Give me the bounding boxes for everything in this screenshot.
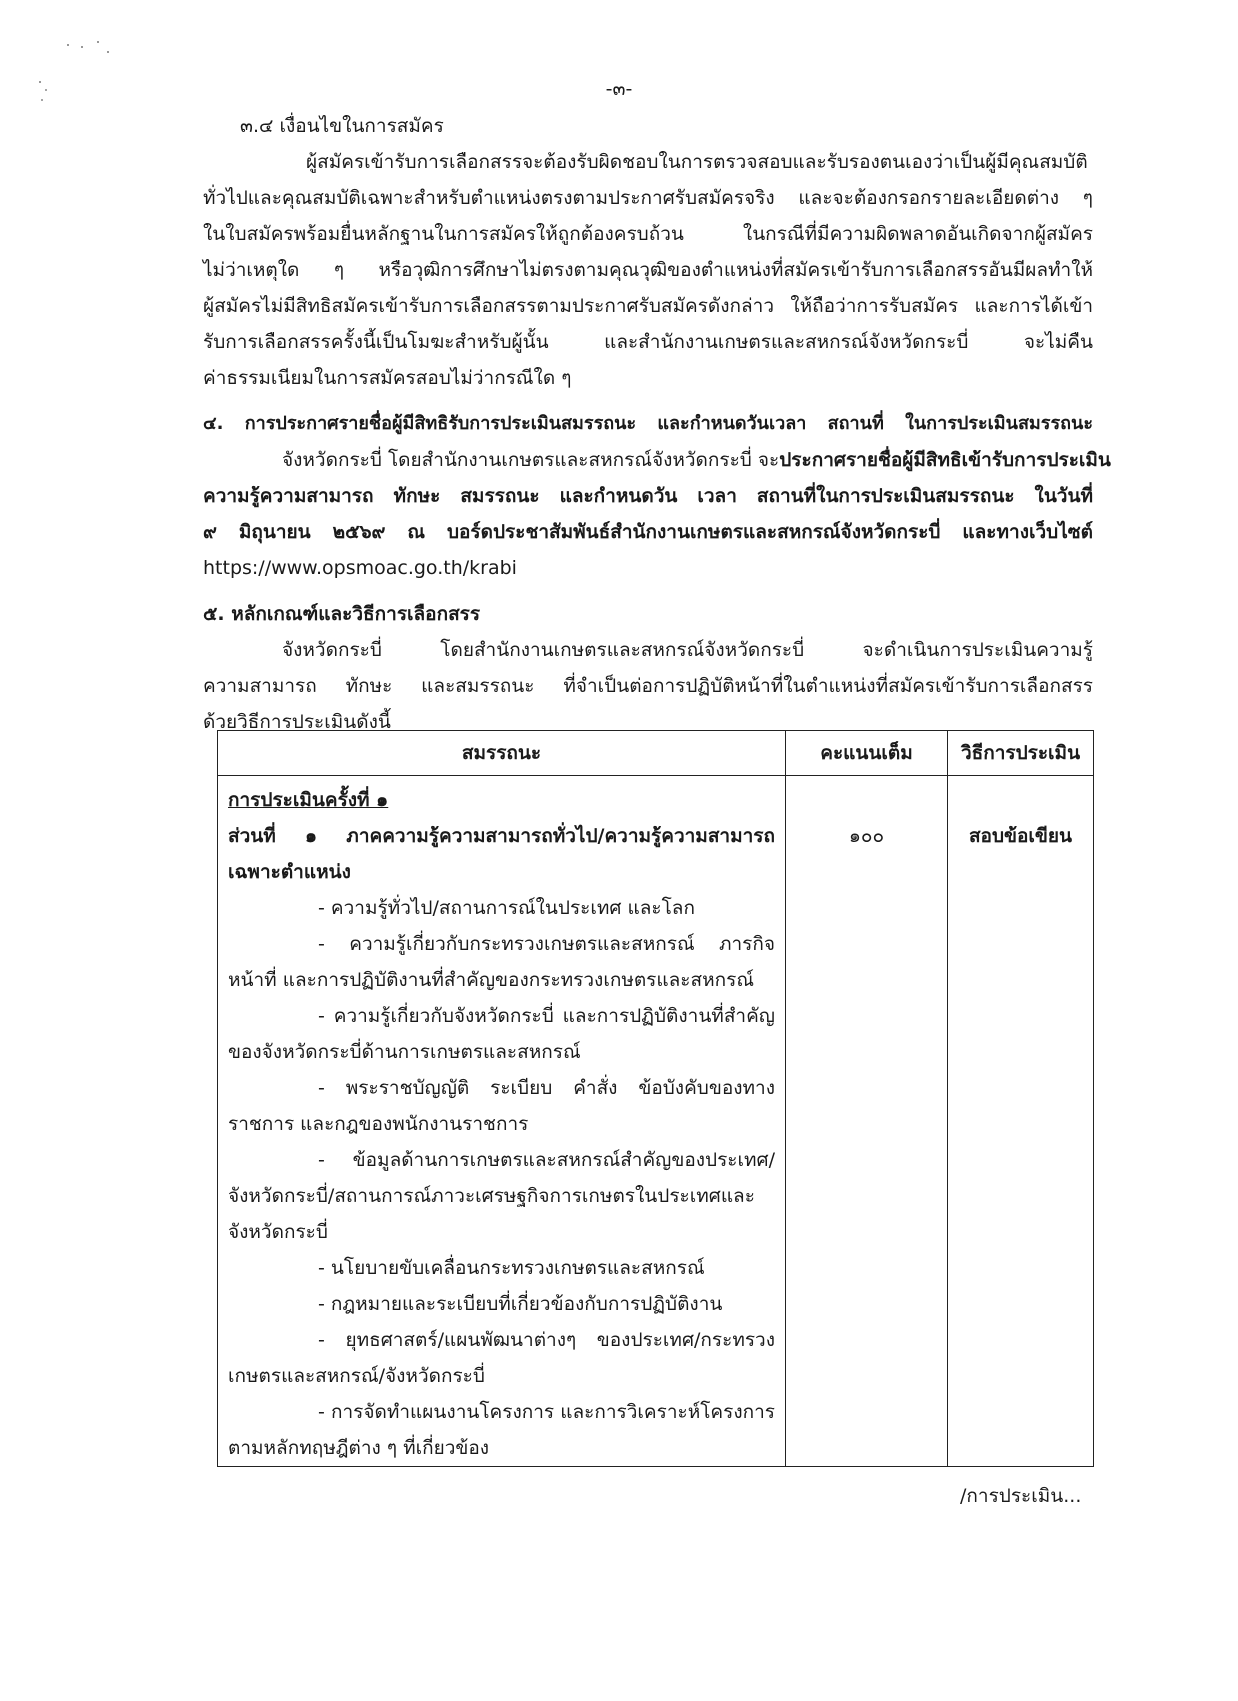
- paragraph-line: ไม่ว่าเหตุใด ๆ หรือวุฒิการศึกษาไม่ตรงตามคุณวุฒิของตำแหน่งที่สมัครเข้ารับการเลือกสรรอันมีผลทำให้: [203, 259, 1093, 281]
- section-heading: ๓.๔ เงื่อนไขในการสมัคร: [240, 115, 444, 137]
- announcement-bold-text: ประกาศรายชื่อผู้มีสิทธิเข้ารับการประเมิน: [779, 449, 1111, 471]
- paragraph-line: ด้วยวิธีการประเมินดังนี้: [203, 711, 391, 733]
- round-label: การประเมินครั้งที่ ๑: [228, 789, 389, 811]
- list-item: - ความรู้เกี่ยวกับกระทรวงเกษตรและสหกรณ์ ภารกิจ: [318, 933, 775, 955]
- part-label: เฉพาะตำแหน่ง: [228, 861, 351, 883]
- list-item: - นโยบายขับเคลื่อนกระทรวงเกษตรและสหกรณ์: [318, 1257, 705, 1279]
- list-item-continuation: จังหวัดกระบี่/สถานการณ์ภาวะเศรษฐกิจการเกษตรในประเทศและ: [228, 1185, 755, 1207]
- paragraph-line: ผู้สมัครเข้ารับการเลือกสรรจะต้องรับผิดชอบในการตรวจสอบและรับรองตนเองว่าเป็นผู้มีคุณสมบัติ: [306, 151, 1088, 173]
- method-value: สอบข้อเขียน: [968, 825, 1073, 847]
- list-item-continuation: ของจังหวัดกระบี่ด้านการเกษตรและสหกรณ์: [228, 1041, 581, 1063]
- paragraph-line: [282, 442, 1111, 478]
- list-item: - การจัดทำแผนงานโครงการ และการวิเคราะห์โครงการ: [318, 1401, 775, 1423]
- list-item: - ความรู้ทั่วไป/สถานการณ์ในประเทศ และโลก: [318, 897, 695, 919]
- table-row: [218, 776, 1094, 1467]
- table-header-row: [218, 731, 1094, 776]
- paragraph-line: ทั่วไปและคุณสมบัติเฉพาะสำหรับตำแหน่งตรงตามประกาศรับสมัครจริง และจะต้องกรอกรายละเอียดต่าง ๆ: [203, 187, 1093, 209]
- paragraph-line: ความสามารถ ทักษะ และสมรรถนะ ที่จำเป็นต่อการปฏิบัติหน้าที่ในตำแหน่งที่สมัครเข้ารับการเลือกสรร: [203, 675, 1093, 697]
- full-score-cell: [786, 776, 948, 1467]
- list-item: - ข้อมูลด้านการเกษตรและสหกรณ์สำคัญของประเทศ/: [318, 1149, 775, 1171]
- paragraph-line: ความรู้ความสามารถ ทักษะ สมรรถนะ และกำหนดวัน เวลา สถานที่ในการประเมินสมรรถนะ ในวันที่: [203, 485, 1093, 507]
- list-item: - พระราชบัญญัติ ระเบียบ คำสั่ง ข้อบังคับของทาง: [318, 1077, 775, 1099]
- paragraph-line: จังหวัดกระบี่ โดยสำนักงานเกษตรและสหกรณ์จังหวัดกระบี่ จะดำเนินการประเมินความรู้: [282, 639, 1093, 661]
- section-heading: ๔. การประกาศรายชื่อผู้มีสิทธิรับการประเมินสมรรถนะ และกำหนดวันเวลา สถานที่ ในการประเมินสมรรถนะ: [203, 413, 1093, 434]
- list-item: - ยุทธศาสตร์/แผนพัฒนาต่างๆ ของประเทศ/กระทรวง: [318, 1329, 775, 1351]
- announcement-text: จังหวัดกระบี่ โดยสำนักงานเกษตรและสหกรณ์จังหวัดกระบี่ จะ: [282, 449, 780, 471]
- list-item-continuation: เกษตรและสหกรณ์/จังหวัดกระบี่: [228, 1365, 485, 1387]
- paragraph-line: ผู้สมัครไม่มีสิทธิสมัครเข้ารับการเลือกสรรตามประกาศรับสมัครดังกล่าว ให้ถือว่าการรับสมัคร และการได้เข้า: [203, 295, 1093, 317]
- competency-cell: [218, 776, 786, 1467]
- paragraph-line: ๙ มิถุนายน ๒๕๖๙ ณ บอร์ดประชาสัมพันธ์สำนักงานเกษตรและสหกรณ์จังหวัดกระบี่ และทางเว็บไซต์: [203, 521, 1093, 543]
- paragraph-line: ค่าธรรมเนียมในการสมัครสอบไม่ว่ากรณีใด ๆ: [203, 367, 572, 389]
- method-cell: [948, 776, 1094, 1467]
- header-full-score: คะแนนเต็ม: [786, 731, 948, 776]
- full-score-value: ๑๐๐: [848, 825, 885, 847]
- header-competency: สมรรถนะ: [218, 731, 786, 776]
- list-item: - กฎหมายและระเบียบที่เกี่ยวข้องกับการปฏิบัติงาน: [318, 1293, 723, 1315]
- continuation-note: /การประเมิน...: [960, 1485, 1082, 1507]
- part-label: ส่วนที่ ๑ ภาคความรู้ความสามารถทั่วไป/ความรู้ความสามารถ: [228, 825, 775, 847]
- page-number: -๓-: [605, 78, 633, 100]
- header-method: วิธีการประเมิน: [948, 731, 1094, 776]
- list-item: - ความรู้เกี่ยวกับจังหวัดกระบี่ และการปฏิบัติงานที่สำคัญ: [318, 1005, 775, 1027]
- list-item-continuation: จังหวัดกระบี่: [228, 1221, 328, 1243]
- paragraph-line: ในใบสมัครพร้อมยื่นหลักฐานในการสมัครให้ถูกต้องครบถ้วน ในกรณีที่มีความผิดพลาดอันเกิดจากผู้สมัคร: [203, 223, 1093, 245]
- paragraph-line: รับการเลือกสรรครั้งนี้เป็นโมฆะสำหรับผู้นั้น และสำนักงานเกษตรและสหกรณ์จังหวัดกระบี่ จะไม่คืน: [203, 331, 1093, 353]
- list-item-continuation: ราชการ และกฎของพนักงานราชการ: [228, 1113, 529, 1135]
- website-url: https://www.opsmoac.go.th/krabi: [203, 557, 517, 579]
- assessment-table: [217, 730, 1094, 1467]
- list-item-continuation: หน้าที่ และการปฏิบัติงานที่สำคัญของกระทรวงเกษตรและสหกรณ์: [228, 969, 754, 991]
- list-item-continuation: ตามหลักทฤษฎีต่าง ๆ ที่เกี่ยวข้อง: [228, 1437, 490, 1459]
- section-heading: ๕. หลักเกณฑ์และวิธีการเลือกสรร: [203, 603, 481, 625]
